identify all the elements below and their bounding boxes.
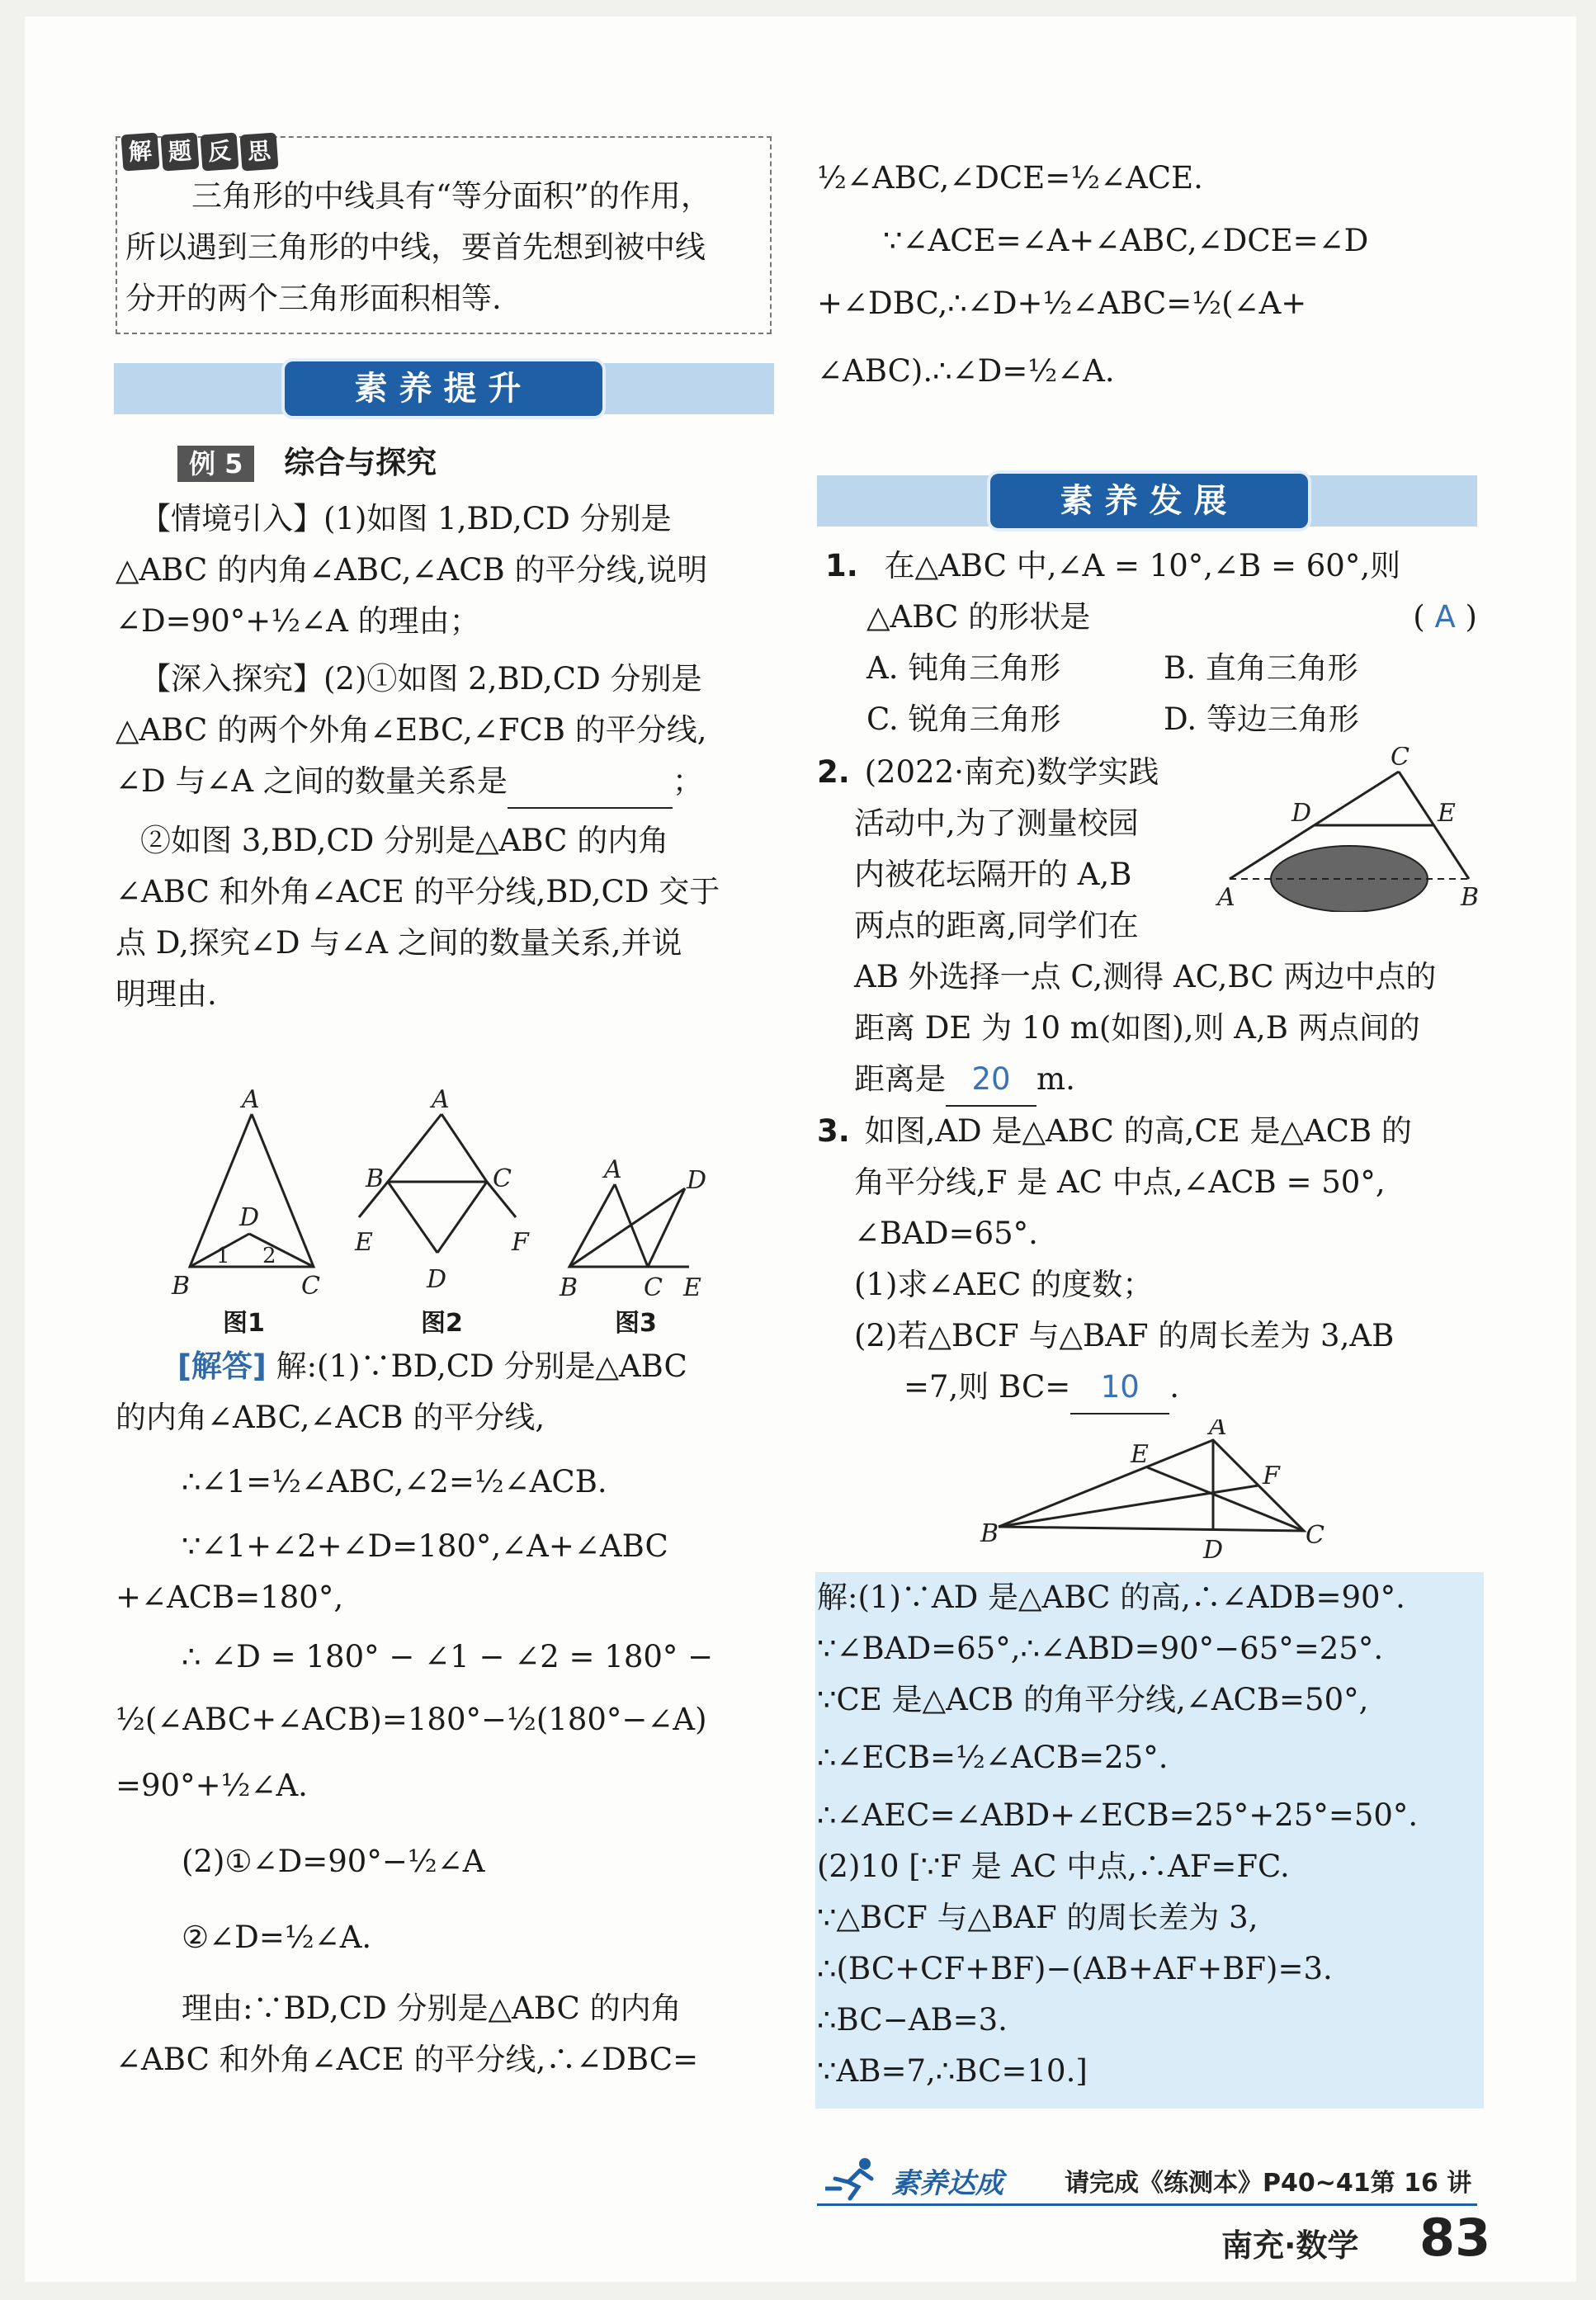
blank-end: ； bbox=[672, 763, 703, 799]
example-block bbox=[116, 437, 776, 1020]
solution-right bbox=[817, 1572, 1477, 2097]
question-line: (2)若△BCF 与△BAF 的周长差为 3,AB bbox=[854, 1318, 1395, 1353]
example-line: ∠D 与∠A 之间的数量关系是 bbox=[116, 763, 508, 799]
fig2-label: E bbox=[355, 1228, 373, 1257]
q2-figure bbox=[1213, 747, 1485, 912]
question-line: 距离 DE 为 10 m(如图),则 A,B 两点间的 bbox=[854, 1010, 1420, 1046]
figure-caption: 图2 bbox=[421, 1309, 463, 1338]
question-line: 在△ABC 中,∠A = 10°,∠B = 60°,则 bbox=[884, 548, 1401, 583]
solution-line: ∴(BC+CF+BF)−(AB+AF+BF)=3. bbox=[817, 1951, 1333, 1986]
section-title: 素养发展 bbox=[990, 474, 1308, 528]
q3-fig-label: D bbox=[1203, 1536, 1224, 1565]
solution-tag: [解答] bbox=[177, 1348, 267, 1384]
q2-fig-label: D bbox=[1291, 799, 1312, 828]
continuation-line: ∠ABC).∴∠D=½∠A. bbox=[817, 353, 1115, 389]
question-line: 距离是 bbox=[854, 1061, 946, 1097]
answer-blank[interactable] bbox=[508, 756, 673, 809]
figure-1 bbox=[165, 1089, 330, 1337]
reflect-tag-char: 思 bbox=[240, 133, 279, 172]
solution-line: ∴∠AEC=∠ABD+∠ECB=25°+25°=50°. bbox=[817, 1797, 1419, 1833]
example-line: ∠D=90°+½∠A 的理由； bbox=[116, 603, 480, 639]
fig1-label: D bbox=[239, 1203, 260, 1232]
question-line: 如图,AD 是△ABC 的高,CE 是△ACB 的 bbox=[864, 1113, 1412, 1149]
question-line: (1)求∠AEC 的度数； bbox=[854, 1267, 1154, 1302]
section-title: 素养提升 bbox=[285, 361, 602, 416]
solution-line: ②∠D=½∠A. bbox=[182, 1920, 372, 1955]
example-line: 点 D,探究∠D 与∠A 之间的数量关系,并说 bbox=[116, 925, 682, 961]
fig2-label: A bbox=[432, 1089, 450, 1114]
continuation-line: +∠DBC,∴∠D+½∠ABC=½(∠A+ bbox=[817, 286, 1307, 321]
question-line: 活动中,为了测量校园 bbox=[854, 805, 1139, 841]
q2-fig-label: B bbox=[1461, 883, 1480, 912]
solution-line: ∴∠1=½∠ABC,∠2=½∠ACB. bbox=[182, 1464, 607, 1499]
solution-line: ∵AB=7,∴BC=10.] bbox=[817, 2053, 1088, 2089]
example-title: 综合与探究 bbox=[284, 445, 437, 480]
fig1-label: A bbox=[242, 1089, 260, 1114]
continuation-line: ½∠ABC,∠DCE=½∠ACE. bbox=[817, 160, 1203, 196]
reflect-line: 三角形的中线具有“等分面积”的作用， bbox=[191, 178, 711, 214]
answer-blank[interactable]: 10 bbox=[1070, 1362, 1169, 1414]
option[interactable]: D. 等边三角形 bbox=[1164, 701, 1359, 737]
example-tag: 例 5 bbox=[177, 446, 254, 482]
solution-line: 理由:∵BD,CD 分别是△ABC 的内角 bbox=[182, 1991, 682, 2026]
reflect-line: 所以遇到三角形的中线，要首先想到被中线 bbox=[125, 229, 706, 265]
solution-line: 的内角∠ABC,∠ACB 的平分线, bbox=[116, 1400, 545, 1435]
fig1-label: 2 bbox=[262, 1244, 276, 1268]
q3-figure bbox=[974, 1419, 1345, 1568]
q2-fig-label: E bbox=[1438, 799, 1456, 828]
question-number: 3. bbox=[817, 1113, 850, 1149]
question-number: 1. bbox=[825, 548, 858, 583]
answer-blank[interactable]: 20 bbox=[946, 1054, 1036, 1107]
example-line: △ABC 的内角∠ABC,∠ACB 的平分线,说明 bbox=[116, 552, 708, 588]
solution-line: ∵∠1+∠2+∠D=180°,∠A+∠ABC bbox=[182, 1528, 668, 1564]
q3-fig-label: B bbox=[980, 1519, 999, 1548]
solution-line: 解:(1)∵AD 是△ABC 的高,∴∠ADB=90°. bbox=[817, 1580, 1405, 1615]
runner-icon bbox=[825, 2156, 883, 2201]
q3-fig-label: E bbox=[1131, 1440, 1149, 1469]
q2-fig-label: C bbox=[1391, 747, 1409, 772]
question-line: ∠BAD=65°. bbox=[854, 1216, 1038, 1251]
page-number: 83 bbox=[1419, 2208, 1491, 2268]
reflect-tag-char: 题 bbox=[161, 133, 200, 172]
solution-line: (2)10 [∵F 是 AC 中点,∴AF=FC. bbox=[817, 1849, 1290, 1884]
solution-line: +∠ACB=180°, bbox=[116, 1580, 344, 1615]
choice-answer: A bbox=[1434, 599, 1456, 635]
reflect-tag-char: 反 bbox=[201, 133, 239, 172]
solution-line: ∴ ∠D = 180° − ∠1 − ∠2 = 180° − bbox=[182, 1639, 714, 1674]
answer-parens: ( A ) bbox=[1413, 599, 1477, 635]
page-label: 南充·数学 bbox=[1221, 2227, 1359, 2264]
footer-text: 请完成《练测本》P40~41第 16 讲 bbox=[1065, 2169, 1472, 2198]
solution-left bbox=[116, 1341, 776, 2085]
question-3: 3. 如图,AD 是△ABC 的高,CE 是△ACB 的 角平分线,F 是 AC 中点,∠ACB = 50°, ∠BAD=65°. (1)求∠AEC 的度数； (2)若△BCF 与△BAF 的周长差为 3,AB =7,则 BC= 10 . bbox=[817, 1106, 1477, 1414]
q3-fig-label: F bbox=[1263, 1462, 1280, 1490]
example-line: 【深入探究】(2)①如图 2,BD,CD 分别是 bbox=[140, 661, 702, 697]
continuation-line: ∵∠ACE=∠A+∠ABC,∠DCE=∠D bbox=[883, 223, 1369, 258]
question-line: △ABC 的形状是 bbox=[866, 599, 1091, 635]
question-line: AB 外选择一点 C,测得 AC,BC 两边中点的 bbox=[854, 959, 1437, 994]
q2-fig-label: A bbox=[1217, 883, 1235, 912]
footer-bar bbox=[817, 2154, 1477, 2206]
figure-2 bbox=[351, 1089, 549, 1337]
figure-3 bbox=[553, 1151, 726, 1341]
option[interactable]: B. 直角三角形 bbox=[1164, 650, 1358, 686]
solution-line: ½(∠ABC+∠ACB)=180°−½(180°−∠A) bbox=[116, 1702, 707, 1737]
reflect-line: 分开的两个三角形面积相等. bbox=[125, 281, 502, 316]
fig2-label: B bbox=[366, 1164, 385, 1193]
fig1-label: 1 bbox=[216, 1244, 230, 1268]
fig1-label: C bbox=[301, 1272, 320, 1301]
example-line: ∠ABC 和外角∠ACE 的平分线,BD,CD 交于 bbox=[116, 874, 720, 909]
solution-line: ∴BC−AB=3. bbox=[817, 2002, 1008, 2038]
fig3-label: E bbox=[683, 1273, 701, 1302]
fig2-label: D bbox=[427, 1265, 447, 1294]
solution-line: ∵∠BAD=65°,∴∠ABD=90°−65°=25°. bbox=[817, 1631, 1384, 1666]
reflect-tag-char: 解 bbox=[121, 133, 160, 172]
fig2-label: F bbox=[512, 1228, 529, 1257]
figure-caption: 图1 bbox=[223, 1309, 265, 1338]
question-number: 2. bbox=[817, 754, 850, 790]
example-line: 【情境引入】(1)如图 1,BD,CD 分别是 bbox=[140, 501, 672, 536]
option[interactable]: C. 锐角三角形 bbox=[866, 701, 1061, 737]
question-line: (2022·南充)数学实践 bbox=[864, 754, 1159, 790]
solution-line: ∵△BCF 与△BAF 的周长差为 3, bbox=[817, 1900, 1258, 1935]
fig3-label: D bbox=[687, 1166, 707, 1195]
footer-logo: 素养达成 bbox=[891, 2167, 1003, 2200]
q3-fig-label: C bbox=[1306, 1521, 1324, 1550]
fig3-label: B bbox=[560, 1273, 578, 1302]
fig1-label: B bbox=[172, 1272, 191, 1301]
question-1 bbox=[817, 541, 1477, 745]
reflect-tag bbox=[122, 134, 277, 170]
fig3-label: C bbox=[644, 1273, 663, 1302]
solution-line: ∵CE 是△ACB 的角平分线,∠ACB=50°, bbox=[817, 1682, 1369, 1717]
solution-line: ∴∠ECB=½∠ACB=25°. bbox=[817, 1740, 1169, 1775]
example-line: 明理由. bbox=[116, 976, 217, 1012]
fig2-label: C bbox=[493, 1164, 512, 1193]
solution-line: 解:(1)∵BD,CD 分别是△ABC bbox=[276, 1348, 687, 1384]
figure-caption: 图3 bbox=[615, 1309, 657, 1338]
question-line: 两点的距离,同学们在 bbox=[854, 908, 1139, 943]
question-line: 角平分线,F 是 AC 中点,∠ACB = 50°, bbox=[854, 1164, 1386, 1200]
example-line: ②如图 3,BD,CD 分别是△ABC 的内角 bbox=[140, 823, 669, 858]
example-line: △ABC 的两个外角∠EBC,∠FCB 的平分线, bbox=[116, 712, 707, 748]
fig3-label: A bbox=[604, 1155, 622, 1184]
solution-line: ∠ABC 和外角∠ACE 的平分线,∴∠DBC= bbox=[116, 2042, 699, 2077]
question-line: 内被花坛隔开的 A,B bbox=[854, 857, 1132, 892]
solution-line: (2)①∠D=90°−½∠A bbox=[182, 1844, 485, 1879]
question-line: =7,则 BC= bbox=[904, 1369, 1071, 1405]
q3-fig-label: A bbox=[1209, 1419, 1227, 1441]
unit: m. bbox=[1036, 1061, 1075, 1097]
option[interactable]: A. 钝角三角形 bbox=[866, 650, 1061, 686]
right-continuation bbox=[817, 153, 1477, 397]
solution-line: =90°+½∠A. bbox=[116, 1768, 308, 1803]
